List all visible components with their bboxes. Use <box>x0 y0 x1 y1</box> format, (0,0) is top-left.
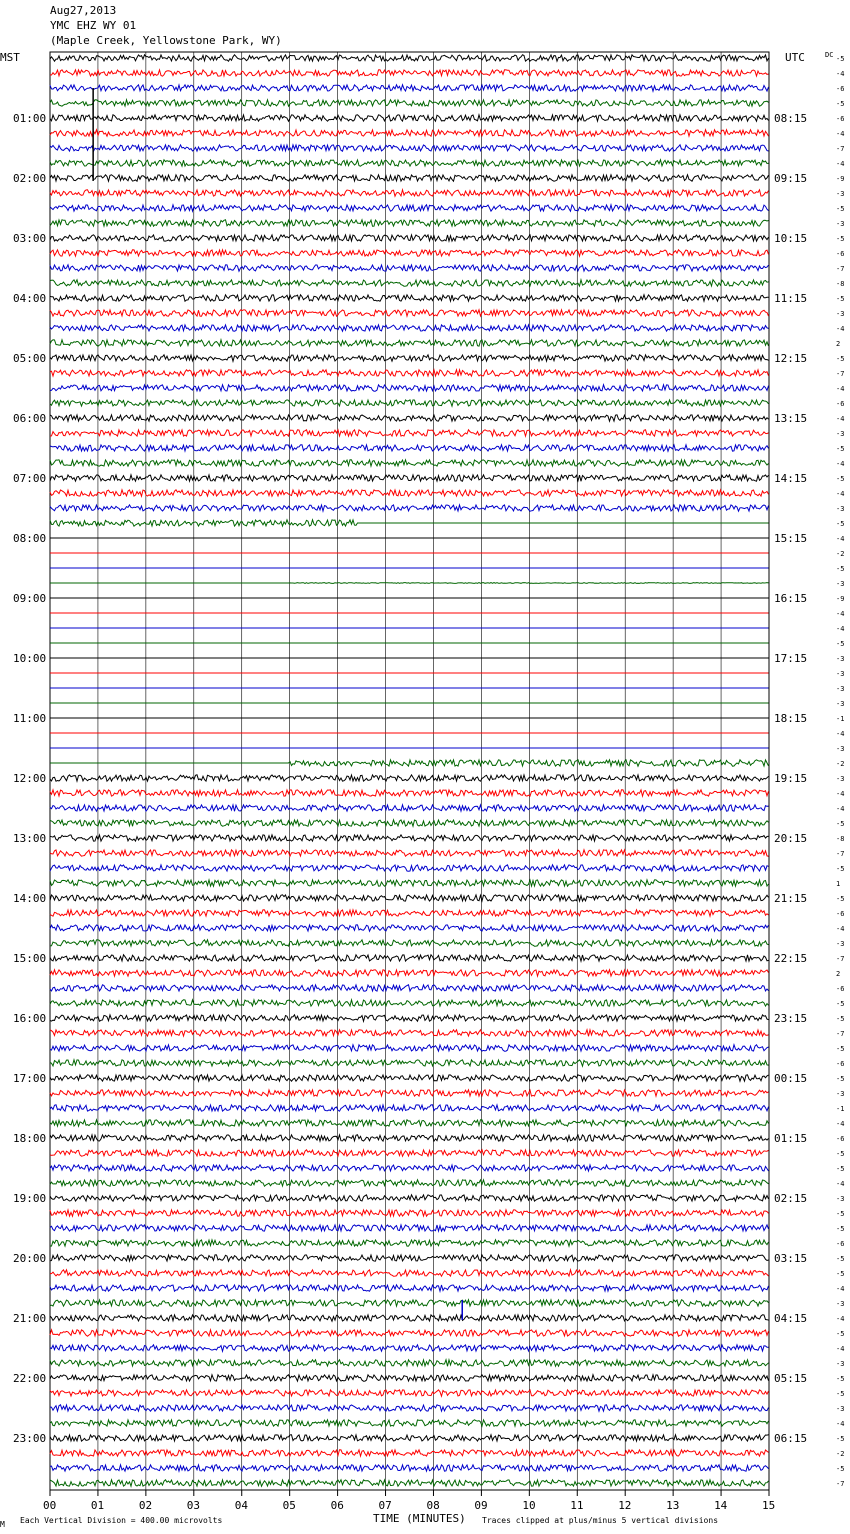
x-tick-label: 11 <box>570 1499 584 1512</box>
dc-offset-label: -5 <box>836 475 845 483</box>
dc-offset-label: -2 <box>836 1450 845 1458</box>
left-hour-label: 05:00 <box>13 352 47 365</box>
left-hour-label: 12:00 <box>13 772 47 785</box>
dc-offset-label: -5 <box>836 1255 845 1263</box>
trace-line <box>50 583 769 584</box>
trace-line <box>50 1060 769 1066</box>
trace-line <box>50 865 769 871</box>
left-hour-label: 02:00 <box>13 172 47 185</box>
dc-offset-label: -5 <box>836 1210 845 1218</box>
trace-line <box>50 430 769 436</box>
dc-offset-label: -5 <box>836 1045 845 1053</box>
trace-line <box>50 1450 769 1456</box>
dc-offset-label: -6 <box>836 910 845 918</box>
dc-offset-label: -5 <box>836 1000 845 1008</box>
dc-offset-label: -5 <box>836 445 845 453</box>
x-tick-label: 06 <box>330 1499 344 1512</box>
left-time-labels <box>13 112 46 1445</box>
dc-offset-label: -5 <box>836 1435 845 1443</box>
trace-line <box>50 100 769 106</box>
trace-line <box>50 1435 769 1441</box>
trace-line <box>50 415 769 421</box>
trace-line <box>50 70 769 76</box>
trace-line <box>50 1225 769 1231</box>
right-hour-label: 18:15 <box>774 712 808 725</box>
dc-offset-label: -8 <box>836 835 845 843</box>
trace-line <box>50 1015 769 1021</box>
trace-line <box>50 1465 769 1471</box>
trace-line <box>50 1270 769 1276</box>
dc-offset-label: -4 <box>836 385 845 393</box>
dc-offset-label: -4 <box>836 1285 845 1293</box>
dc-offset-label: -3 <box>836 700 845 708</box>
dc-offset-label: -6 <box>836 1240 845 1248</box>
trace-line <box>50 1480 769 1486</box>
dc-offset-label: -4 <box>836 790 845 798</box>
dc-offset-label: -4 <box>836 490 845 498</box>
trace-line <box>50 130 769 136</box>
trace-line <box>50 1165 769 1171</box>
dc-offset-label: -3 <box>836 1090 845 1098</box>
trace-line <box>50 145 769 151</box>
dc-offset-label: -5 <box>836 895 845 903</box>
trace-line <box>50 940 769 946</box>
right-hour-label: 12:15 <box>774 352 808 365</box>
x-tick-label: 07 <box>378 1499 392 1512</box>
right-hour-label: 23:15 <box>774 1012 808 1025</box>
dc-offset-label: -6 <box>836 85 845 93</box>
trace-line <box>50 400 769 406</box>
x-axis-ticks <box>43 1490 775 1512</box>
left-hour-label: 14:00 <box>13 892 47 905</box>
left-hour-label: 11:00 <box>13 712 47 725</box>
right-hour-label: 00:15 <box>774 1072 808 1085</box>
right-hour-label: 01:15 <box>774 1132 808 1145</box>
x-tick-label: 02 <box>138 1499 153 1512</box>
dc-offset-labels <box>836 55 844 1488</box>
dc-offset-label: -3 <box>836 655 845 663</box>
right-hour-label: 04:15 <box>774 1312 808 1325</box>
trace-line <box>50 1345 769 1351</box>
trace-line <box>50 385 769 391</box>
trace-line <box>50 1150 769 1156</box>
dc-offset-label: -4 <box>836 415 845 423</box>
dc-offset-label: -4 <box>836 610 845 618</box>
x-tick-label: 08 <box>426 1499 440 1512</box>
right-hour-label: 14:15 <box>774 472 808 485</box>
trace-line <box>50 445 769 451</box>
dc-offset-label: -9 <box>836 595 845 603</box>
dc-offset-label: -1 <box>836 715 845 723</box>
left-hour-label: 17:00 <box>13 1072 47 1085</box>
dc-offset-label: -5 <box>836 1015 845 1023</box>
dc-offset-label: -5 <box>836 100 845 108</box>
x-tick-label: 14 <box>714 1499 728 1512</box>
trace-line <box>50 340 769 346</box>
trace-line <box>50 1240 769 1246</box>
right-hour-label: 16:15 <box>774 592 808 605</box>
trace-line <box>50 1030 769 1036</box>
right-hour-label: 06:15 <box>774 1432 808 1445</box>
dc-offset-label: -1 <box>836 1105 845 1113</box>
left-hour-label: 15:00 <box>13 952 47 965</box>
trace-line <box>50 925 769 931</box>
seismic-traces <box>50 55 769 1486</box>
dc-offset-label: -4 <box>836 1420 845 1428</box>
left-hour-label: 10:00 <box>13 652 47 665</box>
dc-offset-label: -5 <box>836 1330 845 1338</box>
trace-line <box>50 910 769 916</box>
trace-line <box>50 310 769 316</box>
right-hour-label: 22:15 <box>774 952 808 965</box>
x-tick-label: 04 <box>234 1499 248 1512</box>
x-tick-label: 00 <box>43 1499 57 1512</box>
trace-line <box>50 160 769 166</box>
trace-line <box>50 790 769 796</box>
dc-offset-label: -3 <box>836 310 845 318</box>
trace-line <box>50 205 769 211</box>
x-tick-label: 01 <box>90 1499 105 1512</box>
trace-line <box>50 1420 769 1426</box>
trace-line <box>50 1315 769 1321</box>
dc-offset-label: -5 <box>836 1465 845 1473</box>
dc-offset-label: -7 <box>836 850 845 858</box>
left-hour-label: 01:00 <box>13 112 47 125</box>
dc-offset-label: -5 <box>836 1225 845 1233</box>
right-hour-label: 17:15 <box>774 652 808 665</box>
dc-offset-label: -5 <box>836 1075 845 1083</box>
dc-offset-label: -3 <box>836 190 845 198</box>
left-hour-label: 22:00 <box>13 1372 47 1385</box>
dc-offset-label: -4 <box>836 1180 845 1188</box>
dc-offset-label: -4 <box>836 130 845 138</box>
dc-offset-label: -7 <box>836 370 845 378</box>
trace-line <box>50 1195 769 1201</box>
trace-line <box>50 1360 769 1366</box>
trace-line <box>50 220 769 226</box>
trace-line <box>50 370 769 376</box>
left-hour-label: 21:00 <box>13 1312 47 1325</box>
location-label: (Maple Creek, Yellowstone Park, WY) <box>50 34 282 47</box>
trace-line <box>50 250 769 256</box>
x-tick-label: 12 <box>618 1499 632 1512</box>
trace-line <box>50 235 769 241</box>
dc-offset-label: -4 <box>836 625 845 633</box>
right-hour-label: 02:15 <box>774 1192 808 1205</box>
dc-offset-label: 2 <box>836 340 841 348</box>
left-hour-label: 13:00 <box>13 832 47 845</box>
dc-header-label: DC <box>825 51 834 59</box>
dc-offset-label: -6 <box>836 400 845 408</box>
trace-line <box>50 265 769 271</box>
station-label: YMC EHZ WY 01 <box>50 19 137 32</box>
trace-line <box>50 1180 769 1186</box>
dc-offset-label: -3 <box>836 505 845 513</box>
left-hour-label: 23:00 <box>13 1432 47 1445</box>
x-tick-label: 09 <box>474 1499 488 1512</box>
trace-line <box>50 505 769 511</box>
trace-line <box>50 190 769 196</box>
x-tick-label: 03 <box>186 1499 201 1512</box>
trace-line <box>50 1285 769 1291</box>
trace-line <box>50 1075 769 1081</box>
left-hour-label: 20:00 <box>13 1252 47 1265</box>
dc-offset-label: -3 <box>836 685 845 693</box>
trace-line <box>50 1330 769 1336</box>
trace-line <box>50 1045 769 1051</box>
trace-line <box>50 1255 769 1261</box>
x-tick-label: 15 <box>762 1499 776 1512</box>
right-hour-label: 05:15 <box>774 1372 808 1385</box>
dc-offset-label: -7 <box>836 145 845 153</box>
dc-offset-label: -6 <box>836 250 845 258</box>
trace-line <box>50 1390 769 1396</box>
left-hour-label: 19:00 <box>13 1192 47 1205</box>
left-hour-label: 09:00 <box>13 592 47 605</box>
x-tick-label: 05 <box>282 1499 296 1512</box>
dc-offset-label: -4 <box>836 730 845 738</box>
corner-mark: M <box>0 1520 5 1529</box>
trace-line <box>50 895 769 901</box>
dc-offset-label: -3 <box>836 745 845 753</box>
trace-line <box>50 955 769 961</box>
dc-offset-label: -8 <box>836 280 845 288</box>
right-time-labels <box>774 112 807 1445</box>
trace-line <box>50 295 769 301</box>
dc-offset-label: -4 <box>836 1120 845 1128</box>
left-hour-label: 18:00 <box>13 1132 47 1145</box>
dc-offset-label: -3 <box>836 1360 845 1368</box>
x-tick-label: 10 <box>522 1499 536 1512</box>
trace-line <box>50 985 769 991</box>
dc-offset-label: -5 <box>836 1150 845 1158</box>
trace-line <box>50 1375 769 1381</box>
dc-offset-label: -5 <box>836 1165 845 1173</box>
left-hour-label: 03:00 <box>13 232 47 245</box>
trace-line <box>50 820 769 826</box>
left-hour-label: 06:00 <box>13 412 47 425</box>
right-timezone-label: UTC <box>785 51 805 64</box>
trace-line <box>50 475 769 481</box>
dc-offset-label: -3 <box>836 775 845 783</box>
trace-line <box>50 55 769 61</box>
trace-line <box>50 175 769 181</box>
dc-offset-label: -4 <box>836 805 845 813</box>
right-hour-label: 08:15 <box>774 112 808 125</box>
dc-offset-label: -6 <box>836 1135 845 1143</box>
trace-line <box>50 520 769 526</box>
left-hour-label: 04:00 <box>13 292 47 305</box>
dc-offset-label: -7 <box>836 265 845 273</box>
dc-offset-label: -5 <box>836 820 845 828</box>
dc-offset-label: -6 <box>836 985 845 993</box>
trace-line <box>50 1405 769 1411</box>
dc-offset-label: -4 <box>836 460 845 468</box>
dc-offset-label: -5 <box>836 235 845 243</box>
dc-offset-label: -5 <box>836 1390 845 1398</box>
right-hour-label: 03:15 <box>774 1252 808 1265</box>
dc-offset-label: -5 <box>836 865 845 873</box>
dc-offset-label: -4 <box>836 70 845 78</box>
dc-offset-label: -3 <box>836 1300 845 1308</box>
dc-offset-label: -3 <box>836 670 845 678</box>
dc-offset-label: -4 <box>836 535 845 543</box>
x-axis-label: TIME (MINUTES) <box>373 1512 466 1525</box>
trace-line <box>50 760 769 766</box>
left-hour-label: 16:00 <box>13 1012 47 1025</box>
trace-line <box>50 460 769 466</box>
dc-offset-label: -7 <box>836 1030 845 1038</box>
dc-offset-label: -3 <box>836 1405 845 1413</box>
dc-offset-label: -3 <box>836 220 845 228</box>
dc-offset-label: 2 <box>836 970 841 978</box>
trace-line <box>50 1120 769 1126</box>
right-hour-label: 11:15 <box>774 292 808 305</box>
trace-line <box>50 1210 769 1216</box>
trace-line <box>50 490 769 496</box>
trace-line <box>50 85 769 91</box>
dc-offset-label: -5 <box>836 520 845 528</box>
clip-note: Traces clipped at plus/minus 5 vertical divisions <box>482 1516 719 1525</box>
dc-offset-label: 1 <box>836 880 841 888</box>
trace-line <box>50 835 769 841</box>
trace-line <box>50 325 769 331</box>
dc-offset-label: -6 <box>836 115 845 123</box>
trace-line <box>50 850 769 856</box>
trace-line <box>50 1300 769 1306</box>
trace-line <box>50 1090 769 1096</box>
dc-offset-label: -4 <box>836 160 845 168</box>
left-timezone-label: MST <box>0 51 20 64</box>
trace-line <box>50 1105 769 1111</box>
left-hour-label: 07:00 <box>13 472 47 485</box>
date-label: Aug27,2013 <box>50 4 117 17</box>
dc-offset-label: -4 <box>836 1315 845 1323</box>
right-hour-label: 20:15 <box>774 832 808 845</box>
trace-line <box>50 775 769 781</box>
dc-offset-label: -5 <box>836 355 845 363</box>
trace-line <box>50 970 769 976</box>
dc-offset-label: -6 <box>836 1060 845 1068</box>
dc-offset-label: -5 <box>836 640 845 648</box>
trace-line <box>50 1000 769 1006</box>
dc-offset-label: -2 <box>836 760 845 768</box>
right-hour-label: 10:15 <box>774 232 808 245</box>
dc-offset-label: -3 <box>836 1195 845 1203</box>
right-hour-label: 21:15 <box>774 892 808 905</box>
trace-line <box>50 880 769 886</box>
dc-offset-label: -3 <box>836 430 845 438</box>
dc-offset-label: -5 <box>836 565 845 573</box>
dc-offset-label: -4 <box>836 1345 845 1353</box>
dc-offset-label: -5 <box>836 205 845 213</box>
right-hour-label: 19:15 <box>774 772 808 785</box>
trace-line <box>50 1135 769 1141</box>
dc-offset-label: -3 <box>836 940 845 948</box>
dc-offset-label: -7 <box>836 1480 845 1488</box>
x-tick-label: 13 <box>666 1499 680 1512</box>
dc-offset-label: -2 <box>836 550 845 558</box>
right-hour-label: 09:15 <box>774 172 808 185</box>
dc-offset-label: -5 <box>836 55 845 63</box>
trace-line <box>50 115 769 121</box>
scale-note: Each Vertical Division = 400.00 microvolts <box>20 1516 223 1525</box>
trace-line <box>50 805 769 811</box>
dc-offset-label: -5 <box>836 1270 845 1278</box>
dc-offset-label: -4 <box>836 925 845 933</box>
dc-offset-label: -5 <box>836 1375 845 1383</box>
dc-offset-label: -7 <box>836 955 845 963</box>
right-hour-label: 13:15 <box>774 412 808 425</box>
trace-line <box>50 280 769 286</box>
right-hour-label: 15:15 <box>774 532 808 545</box>
dc-offset-label: -4 <box>836 325 845 333</box>
dc-offset-label: -9 <box>836 175 845 183</box>
trace-line <box>50 355 769 361</box>
dc-offset-label: -3 <box>836 580 845 588</box>
left-hour-label: 08:00 <box>13 532 47 545</box>
dc-offset-label: -5 <box>836 295 845 303</box>
